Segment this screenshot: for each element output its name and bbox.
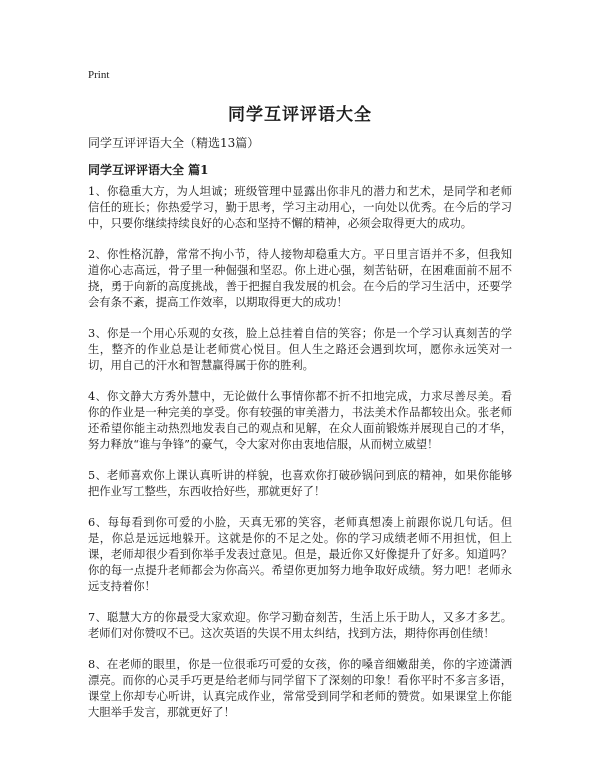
paragraph-7: 7、聪慧大方的你最受大家欢迎。你学习勤奋刻苦，生活上乐于助人，又多才多艺。老师们对你赞叹不已。这次英语的失误不用太纠结，找到方法，期待你再创佳绩！ [88,611,512,640]
paragraph-3: 3、你是一个用心乐观的女孩，脸上总挂着自信的笑容；你是一个学习认真刻苦的学生，整齐的作业总是让老师赏心悦目。但人生之路还会遇到坎坷，愿你永远笑对一切，用自己的汗水和智慧赢得属于你的胜利。 [88,327,512,372]
paragraph-8: 8、在老师的眼里，你是一位很乖巧可爱的女孩，你的嗓音细嫩甜美，你的字迹潇洒漂亮。而你的心灵手巧更是给老师与同学留下了深刻的印象！看你平时不多言多语，课堂上你却专心听讲，认真完成作业，常常受到同学和老师的赞赏。如果课堂上你能大胆举手发言，那就更好了！ [88,658,512,719]
print-link[interactable]: Print [88,69,110,81]
document-subtitle: 同学互评评语大全（精选13篇） [88,136,260,150]
paragraph-2: 2、你性格沉静，常常不拘小节，待人接物却稳重大方。平日里言语并不多，但我知道你心志高远，骨子里一种倔强和坚忍。你上进心强，刻苦钻研，在困难面前不屈不挠，勇于向新的高度挑战，善于把握自我发展的机会。在今后的学习生活中，还要学会有条不紊，提高工作效率，以期取得更大的成功！ [88,248,512,309]
paragraph-1: 1、你稳重大方，为人坦诚；班级管理中显露出你非凡的潜力和艺术，是同学和老师信任的班长；你热爱学习，勤于思考，学习主动用心，一向处以优秀。在今后的学习中，只要你继续持续良好的心态和坚持不懈的精神，必须会取得更大的成功。 [88,185,512,230]
paragraph-4: 4、你文静大方秀外慧中，无论做什么事情你都不折不扣地完成，力求尽善尽美。看你的作业是一种完美的享受。你有较强的审美潜力，书法美术作品都较出众。张老师还希望你能主动热烈地发表自己的观点和见解，在众人面前锻炼并展现自己的才华，努力释放“谁与争锋”的豪气，令大家对你由衷地信服，从而树立威望！ [88,390,512,451]
document-body [88,184,512,736]
paragraph-6: 6、每每看到你可爱的小脸，天真无邪的笑容，老师真想凑上前跟你说几句话。但是，你总是远远地躲开。这就是你的不足之处。你的学习成绩老师不用担忧，但上课，老师却很少看到你举手发表过意见。但是，最近你又好像提升了好多。知道吗？你的每一点提升老师都会为你高兴。希望你更加努力地争取好成绩。努力吧！老师永远支持着你！ [88,516,512,593]
section-heading: 同学互评评语大全 篇1 [88,163,209,177]
paragraph-5: 5、老师喜欢你上课认真听讲的样貌，也喜欢你打破砂锅问到底的精神，如果你能够把作业写工整些，东西收拾好些，那就更好了！ [88,469,512,498]
page-title: 同学互评评语大全 [228,105,372,125]
